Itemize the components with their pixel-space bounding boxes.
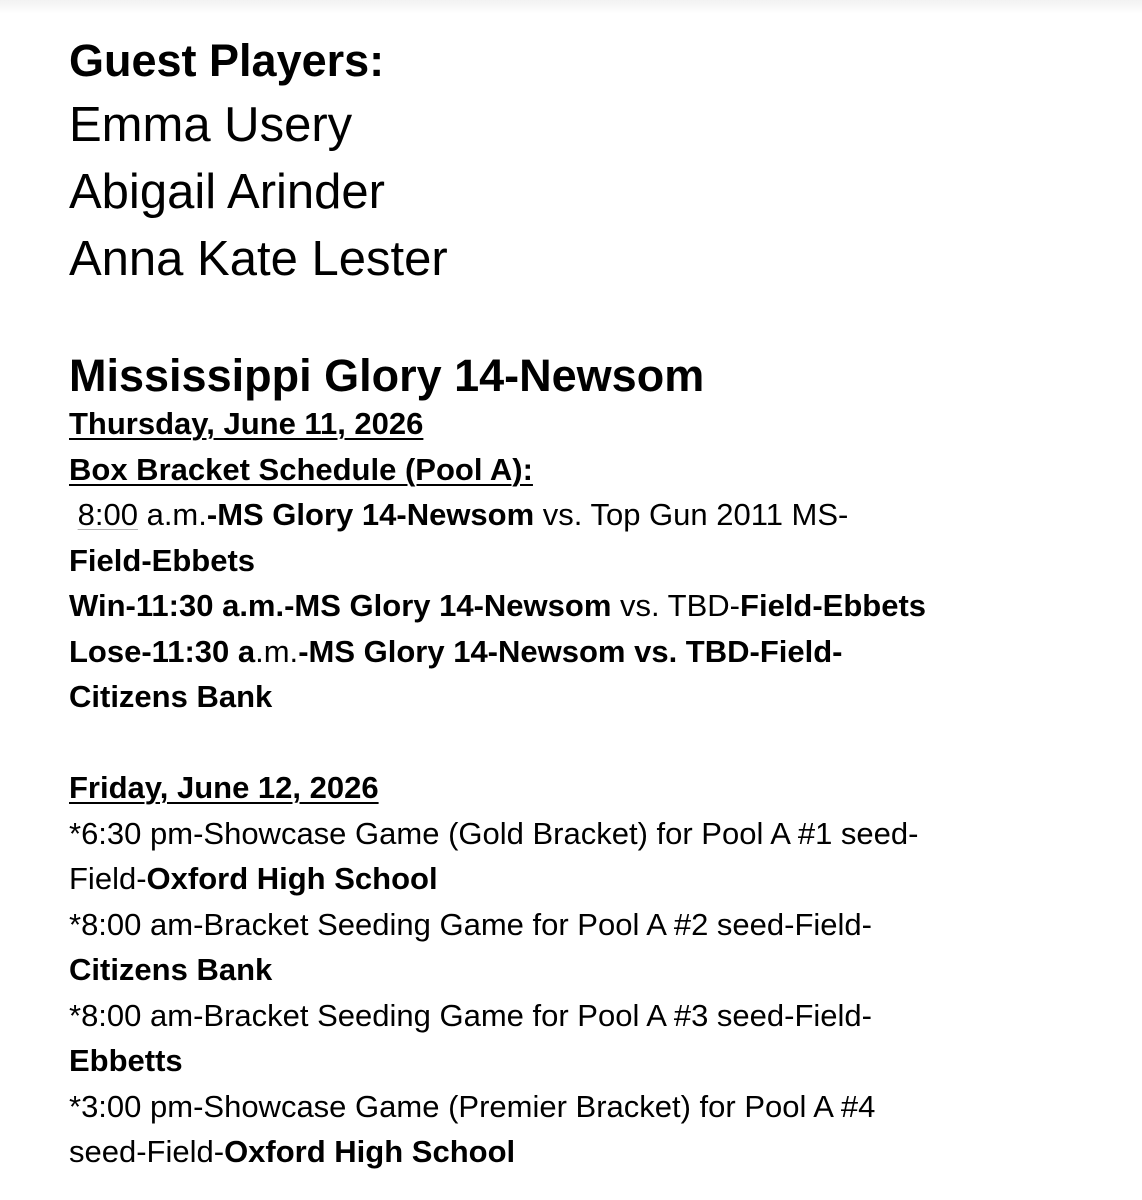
game-3-a: a	[237, 633, 256, 669]
friday-game-2-text: *8:00 am-Bracket Seeding Game for Pool A #2 seed-Field-	[69, 906, 872, 942]
game-2-field: Field-Ebbets	[740, 588, 927, 623]
game-3-team: -MS Glory 14-Newsom vs. TBD-Field-	[298, 633, 843, 669]
guest-players-heading: Guest Players:	[69, 35, 385, 86]
friday-game-3-field: Ebbetts	[69, 1043, 183, 1078]
game-2-team: .m.-MS Glory 14-Newsom	[239, 588, 612, 623]
friday-game-2-field: Citizens Bank	[69, 952, 273, 987]
friday-date-heading: Friday, June 12, 2026	[69, 770, 379, 805]
guest-player-name: Emma Usery	[69, 98, 353, 152]
friday-game-4-field: Oxford High School	[224, 1134, 516, 1169]
game-1-team: -MS Glory 14-Newsom	[206, 497, 535, 532]
thursday-date-heading: Thursday, June 11, 2026	[69, 406, 424, 441]
team-title: Mississippi Glory 14-Newsom	[69, 350, 705, 401]
game-2-prefix: Win-11:30	[69, 588, 223, 623]
friday-game-1-text: *6:30 pm-Showcase Game (Gold Bracket) for Pool A #1 seed-	[69, 815, 919, 851]
box-bracket-subheading: Box Bracket Schedule (Pool A):	[69, 451, 533, 487]
guest-player-name: Abigail Arinder	[69, 165, 385, 219]
friday-game-1-field: Oxford High School	[146, 861, 438, 896]
friday-game-4-text: *3:00 pm-Showcase Game (Premier Bracket) for Pool A #4	[69, 1088, 876, 1124]
game-1-field: Field-Ebbets	[69, 542, 256, 578]
thursday-game-1	[69, 492, 1129, 538]
guest-players-list	[69, 92, 1129, 293]
schedule-block	[69, 401, 1129, 1175]
game-1-opponent: vs. Top Gun 2011 MS-	[534, 497, 849, 532]
friday-game-3-text: *8:00 am-Bracket Seeding Game for Pool A #3 seed-Field-	[69, 997, 872, 1033]
friday-game-1-prefix: Field-	[69, 861, 147, 896]
game-3-m: .m.	[255, 633, 299, 669]
game-3-prefix: Lose-11:30	[69, 633, 238, 669]
top-edge-shadow	[0, 0, 1142, 14]
friday-game-1-field-line	[69, 856, 1129, 902]
document-content	[69, 36, 1129, 1175]
time-link[interactable]: 8:00	[77, 497, 138, 532]
game-1-ampm: a.m.	[137, 497, 207, 532]
guest-player-name: Anna Kate Lester	[69, 232, 448, 286]
thursday-game-2	[69, 583, 1129, 629]
game-3-field: Citizens Bank	[69, 679, 273, 714]
game-2-opponent: vs. TBD-	[611, 588, 741, 623]
friday-game-4-field-line	[69, 1129, 1129, 1175]
game-2-a: a	[222, 588, 240, 623]
section-spacer	[69, 720, 1129, 766]
thursday-game-3	[69, 629, 1129, 675]
friday-game-4-prefix: seed-Field-	[69, 1134, 225, 1169]
